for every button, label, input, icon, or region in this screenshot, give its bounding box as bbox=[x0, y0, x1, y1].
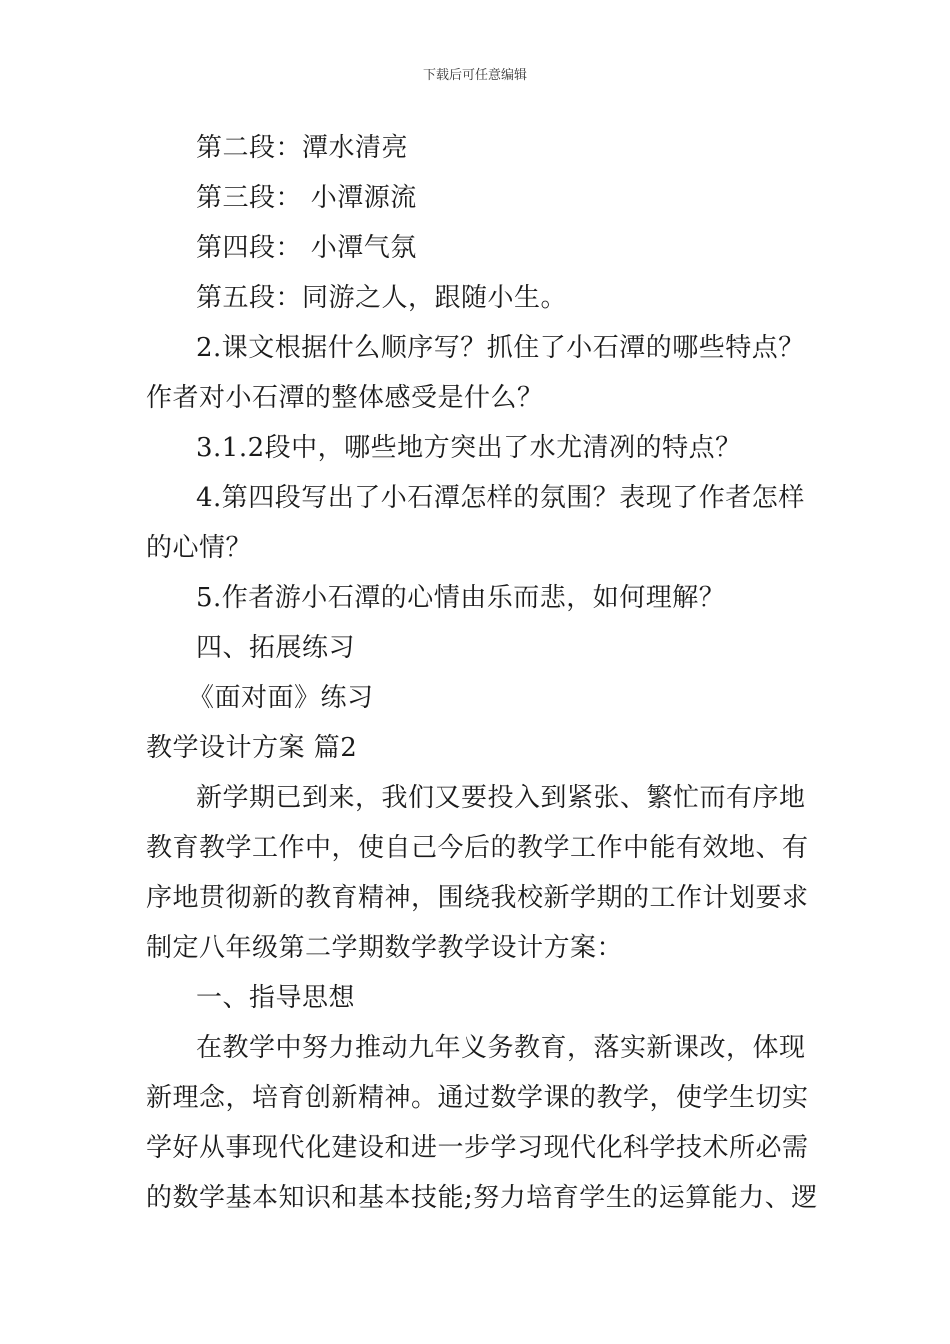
paragraph-line: 的数学基本知识和基本技能;努力培育学生的运算能力、逻 bbox=[146, 1183, 818, 1213]
paragraph-line: 的心情？ bbox=[146, 533, 253, 563]
paragraph-line: 第五段：同游之人，跟随小生。 bbox=[196, 283, 568, 313]
paragraph-line: 作者对小石潭的整体感受是什么？ bbox=[146, 383, 544, 413]
paragraph-line: 教育教学工作中，使自己今后的教学工作中能有效地、有 bbox=[146, 833, 809, 863]
paragraph-line: 第四段： 小潭气氛 bbox=[196, 233, 417, 263]
paragraph-line: 第二段：潭水清亮 bbox=[196, 133, 409, 163]
paragraph-line: 5.作者游小石潭的心情由乐而悲，如何理解？ bbox=[196, 583, 726, 613]
paragraph-line: 第三段： 小潭源流 bbox=[196, 183, 417, 213]
paragraph-line: 在教学中努力推动九年义务教育，落实新课改，体现 bbox=[196, 1033, 806, 1063]
paragraph-line: 3.1.2段中，哪些地方突出了水尤清冽的特点？ bbox=[196, 433, 742, 463]
page-header-note: 下载后可任意编辑 bbox=[422, 68, 527, 83]
paragraph-line: 序地贯彻新的教育精神，围绕我校新学期的工作计划要求 bbox=[146, 883, 809, 913]
section-heading: 四、拓展练习 bbox=[196, 633, 356, 663]
document-title: 教学设计方案 篇2 bbox=[146, 733, 358, 763]
paragraph-line: 4.第四段写出了小石潭怎样的氛围？表现了作者怎样 bbox=[196, 483, 805, 513]
paragraph-line: 制定八年级第二学期数学教学设计方案： bbox=[146, 933, 624, 963]
paragraph-line: 新学期已到来，我们又要投入到紧张、繁忙而有序地 bbox=[196, 783, 806, 813]
paragraph-line: 《面对面》练习 bbox=[188, 683, 374, 713]
paragraph-line: 学好从事现代化建设和进一步学习现代化科学技术所必需 bbox=[146, 1133, 809, 1163]
section-heading: 一、指导思想 bbox=[196, 983, 356, 1013]
paragraph-line: 新理念，培育创新精神。通过数学课的教学，使学生切实 bbox=[146, 1083, 809, 1113]
paragraph-line: 2.课文根据什么顺序写？抓住了小石潭的哪些特点？ bbox=[196, 333, 805, 363]
